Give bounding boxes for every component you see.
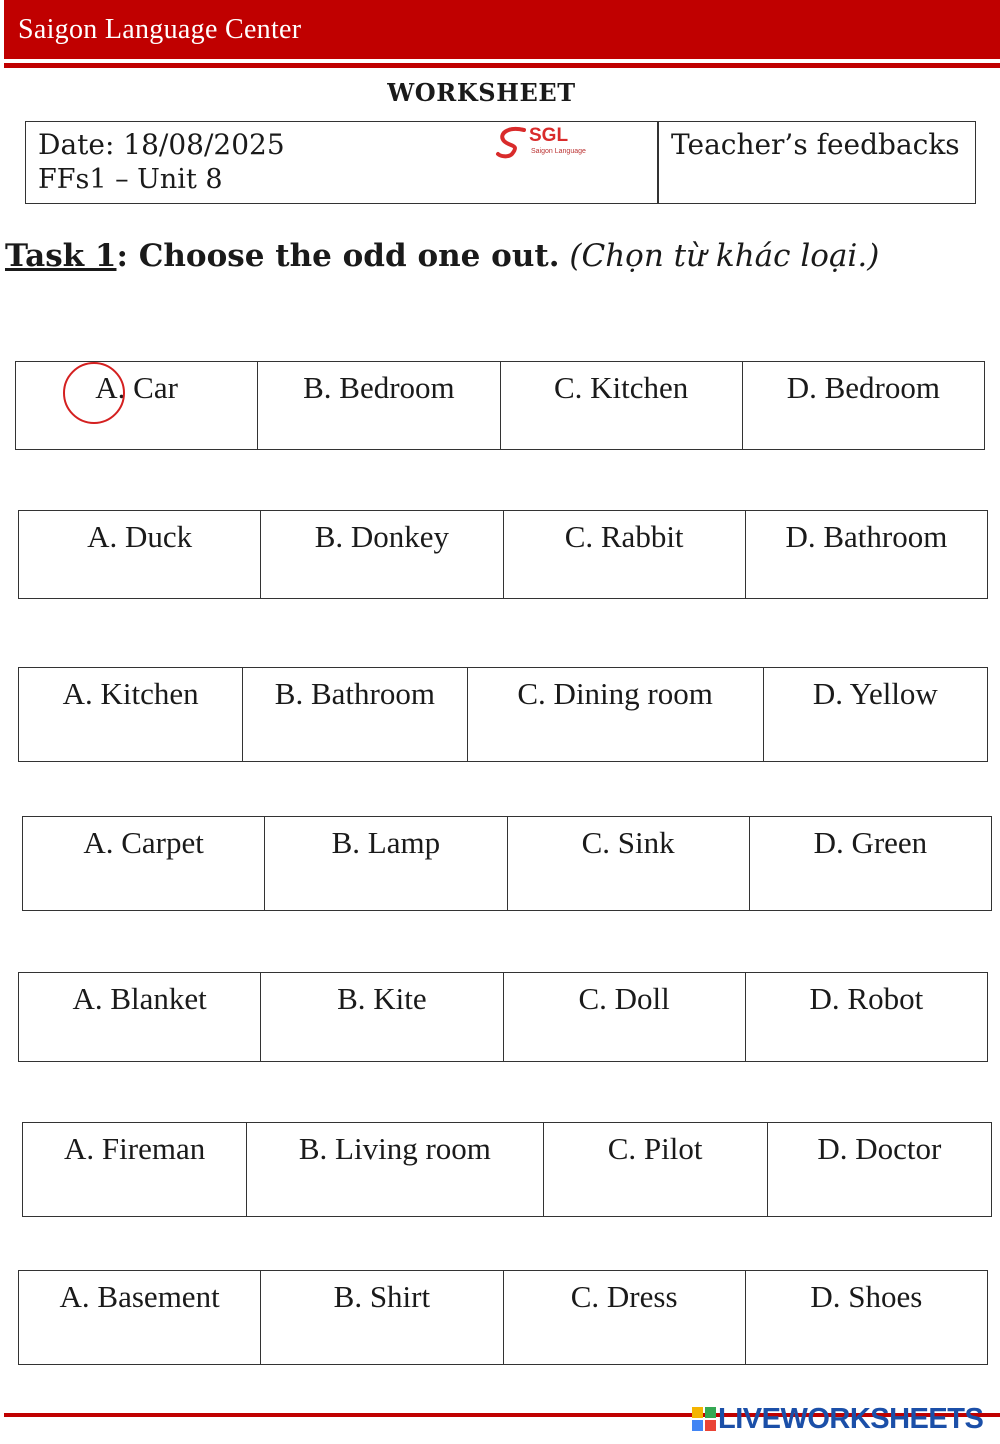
option-cell-b[interactable] bbox=[257, 362, 499, 449]
option-label: C. Rabbit bbox=[564, 519, 684, 554]
option-cell-a[interactable] bbox=[19, 511, 260, 598]
option-label: D. Yellow bbox=[812, 676, 938, 711]
question-row bbox=[18, 972, 988, 1062]
option-cell-c[interactable] bbox=[503, 511, 745, 598]
option-cell-c[interactable] bbox=[467, 668, 763, 761]
option-cell-b[interactable] bbox=[242, 668, 466, 761]
info-box-divider bbox=[657, 122, 659, 203]
option-cell-b[interactable] bbox=[246, 1123, 542, 1216]
option-label: B. Shirt bbox=[333, 1279, 431, 1314]
liveworksheets-blocks-icon bbox=[692, 1407, 716, 1431]
option-cell-d[interactable] bbox=[745, 1271, 987, 1364]
logo-text: SGL bbox=[529, 125, 569, 146]
answer-circle-mark bbox=[63, 362, 125, 424]
option-label: D. Robot bbox=[809, 981, 924, 1016]
question-row bbox=[22, 816, 992, 911]
option-label: C. Kitchen bbox=[553, 370, 689, 405]
option-label: C. Pilot bbox=[607, 1131, 703, 1166]
option-label: C. Dining room bbox=[517, 676, 713, 711]
question-row bbox=[18, 667, 988, 762]
header-divider-line bbox=[4, 63, 1000, 68]
option-cell-b[interactable] bbox=[260, 973, 502, 1061]
option-cell-b[interactable] bbox=[260, 1271, 502, 1364]
option-cell-a[interactable] bbox=[16, 362, 257, 449]
option-label: B. Bathroom bbox=[274, 676, 435, 711]
task-heading bbox=[5, 238, 879, 274]
option-label: C. Sink bbox=[581, 825, 675, 860]
option-cell-a[interactable] bbox=[19, 1271, 260, 1364]
option-label: D. Doctor bbox=[817, 1131, 942, 1166]
logo-subtext: Saigon Language bbox=[531, 148, 586, 155]
option-label: A. Fireman bbox=[64, 1131, 206, 1166]
liveworksheets-wordmark: LIVEWORKSHEETS bbox=[718, 1402, 984, 1435]
task-label: Task 1 bbox=[5, 238, 117, 274]
unit-line: FFs1 – Unit 8 bbox=[38, 164, 223, 195]
option-label: D. Shoes bbox=[810, 1279, 923, 1314]
question-row bbox=[18, 510, 988, 599]
option-label: C. Doll bbox=[578, 981, 670, 1016]
sgl-logo bbox=[494, 124, 594, 160]
option-label: B. Living room bbox=[298, 1131, 491, 1166]
option-cell-c[interactable] bbox=[503, 1271, 745, 1364]
option-label: A. Blanket bbox=[72, 981, 207, 1016]
option-label: D. Bathroom bbox=[785, 519, 948, 554]
info-box bbox=[25, 121, 976, 204]
option-cell-a[interactable] bbox=[23, 817, 264, 910]
center-name: Saigon Language Center bbox=[18, 14, 302, 45]
option-label: D. Green bbox=[813, 825, 928, 860]
option-label: A. Kitchen bbox=[62, 676, 199, 711]
option-cell-c[interactable] bbox=[503, 973, 745, 1061]
option-label: B. Lamp bbox=[331, 825, 441, 860]
option-label: A. Basement bbox=[59, 1279, 220, 1314]
question-row bbox=[15, 361, 985, 450]
option-label: A. Carpet bbox=[83, 825, 204, 860]
task-translation: (Chọn từ khác loại.) bbox=[569, 238, 880, 274]
liveworksheets-logo bbox=[692, 1403, 983, 1435]
worksheet-title: WORKSHEET bbox=[387, 78, 576, 107]
option-label: A. Duck bbox=[87, 519, 193, 554]
sgl-swoosh-icon bbox=[494, 124, 530, 160]
teacher-feedback-label: Teacher’s feedbacks bbox=[671, 128, 960, 161]
option-cell-b[interactable] bbox=[264, 817, 506, 910]
date-line: Date: 18/08/2025 bbox=[38, 128, 285, 161]
option-label: A. Car bbox=[95, 370, 178, 405]
option-cell-d[interactable] bbox=[763, 668, 987, 761]
option-cell-b[interactable] bbox=[260, 511, 502, 598]
question-row bbox=[18, 1270, 988, 1365]
option-cell-d[interactable] bbox=[745, 973, 987, 1061]
option-label: D. Bedroom bbox=[786, 370, 940, 405]
option-label: B. Donkey bbox=[314, 519, 450, 554]
option-cell-c[interactable] bbox=[500, 362, 742, 449]
option-cell-a[interactable] bbox=[19, 973, 260, 1061]
question-row bbox=[22, 1122, 992, 1217]
option-cell-c[interactable] bbox=[507, 817, 749, 910]
option-cell-d[interactable] bbox=[749, 817, 991, 910]
option-label: B. Bedroom bbox=[303, 370, 455, 405]
option-cell-a[interactable] bbox=[23, 1123, 246, 1216]
task-instruction: : Choose the odd one out. bbox=[116, 238, 560, 274]
option-cell-d[interactable] bbox=[745, 511, 987, 598]
option-cell-c[interactable] bbox=[543, 1123, 767, 1216]
option-cell-d[interactable] bbox=[767, 1123, 991, 1216]
option-cell-a[interactable] bbox=[19, 668, 242, 761]
option-label: B. Kite bbox=[337, 981, 427, 1016]
option-cell-d[interactable] bbox=[742, 362, 984, 449]
option-label: C. Dress bbox=[570, 1279, 678, 1314]
header-bar bbox=[4, 0, 1000, 59]
